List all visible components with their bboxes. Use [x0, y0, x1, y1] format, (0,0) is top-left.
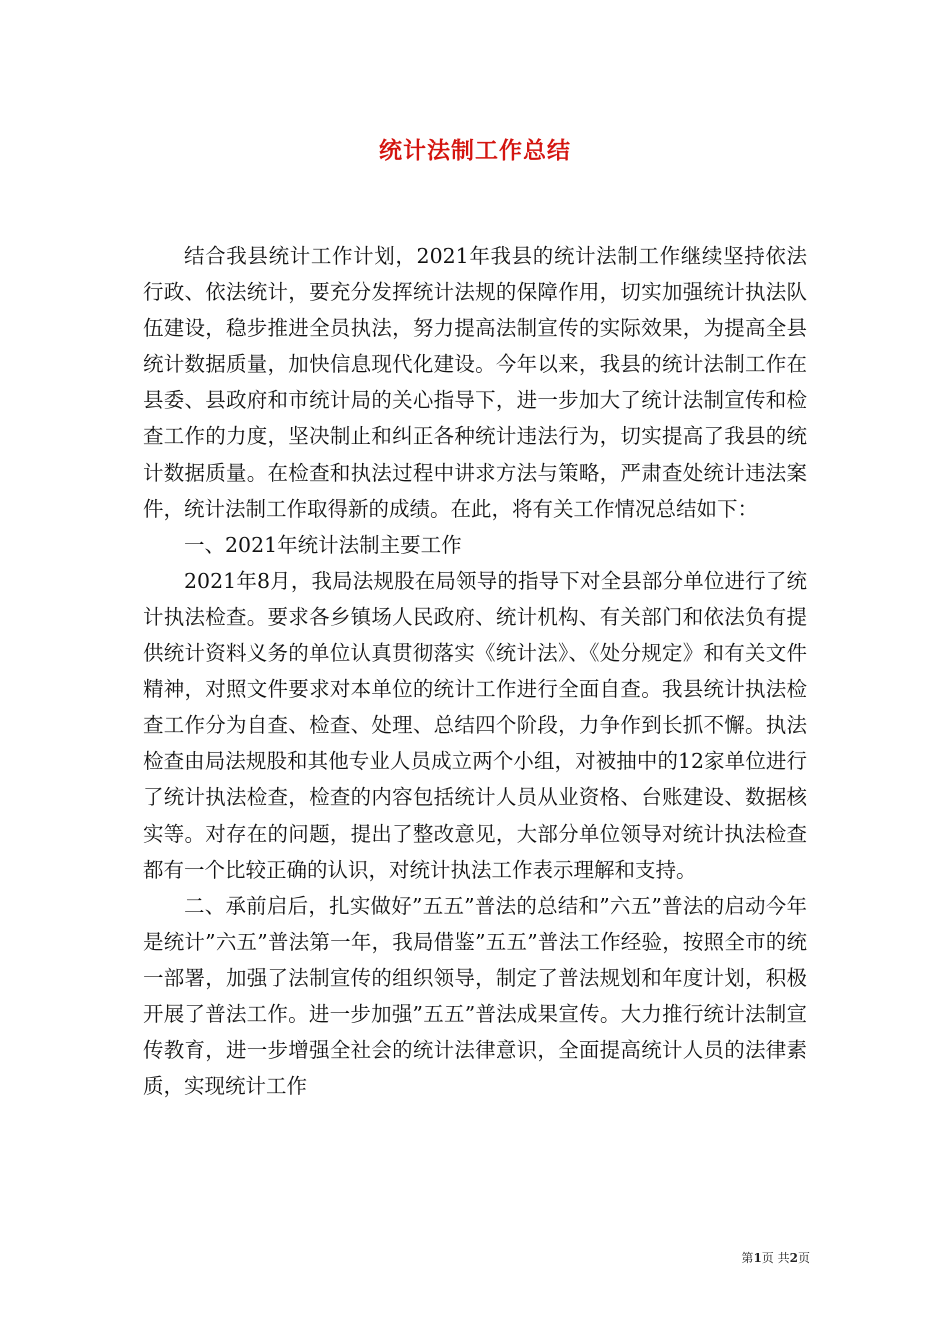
footer-prefix: 第 [741, 1251, 754, 1265]
paragraph-section-1: 2021年8月，我局法规股在局领导的指导下对全县部分单位进行了统计执法检查。要求各乡镇场人民政府、统计机构、有关部门和依法负有提供统计资料义务的单位认真贯彻落实《统计法》、《处分规定》和有关文件精神，对照文件要求对本单位的统计工作进行全面自查。我县统计执法检查工作分为自查、检查、处理、总结四个阶段，力争作到长抓不懈。执法检查由局法规股和其他专业人员成立两个小组，对被抽中的12家单位进行了统计执法检查，检查的内容包括统计人员从业资格、台账建设、数据核实等。对存在的问题，提出了整改意见，大部分单位领导对统计执法检查都有一个比较正确的认识，对统计执法工作表示理解和支持。 [143, 568, 807, 882]
page-number-footer [700, 1249, 810, 1266]
paragraph-section-2: 二、承前启后，扎实做好”五五”普法的总结和”六五”普法的启动今年是统计”六五”普法第一年，我局借鉴”五五”普法工作经验，按照全市的统一部署，加强了法制宣传的组织领导，制定了普法规划和年度计划，积极开展了普法工作。进一步加强”五五”普法成果宣传。大力推行统计法制宣传教育，进一步增强全社会的统计法律意识，全面提高统计人员的法律素质，实现统计工作 [143, 893, 807, 1099]
footer-page-number: 1 [753, 1251, 762, 1265]
paragraph-intro: 结合我县统计工作计划，2021年我县的统计法制工作继续坚持依法行政、依法统计，要充分发挥统计法规的保障作用，切实加强统计执法队伍建设，稳步推进全员执法，努力提高法制宣传的实际效果，为提高全县统计数据质量，加快信息现代化建设。今年以来，我县的统计法制工作在县委、县政府和市统计局的关心指导下，进一步加大了统计法制宣传和检查工作的力度，坚决制止和纠正各种统计违法行为，切实提高了我县的统计数据质量。在检查和执法过程中讲求方法与策略，严肃查处统计违法案件，统计法制工作取得新的成绩。在此，将有关工作情况总结如下： [143, 244, 807, 521]
section-heading-1: 一、2021年统计法制主要工作 [184, 532, 462, 557]
document-title: 统计法制工作总结 [379, 137, 571, 164]
footer-middle: 页 共 [761, 1251, 790, 1265]
footer-suffix: 页 [797, 1251, 810, 1265]
document-body [143, 238, 807, 1104]
footer-total-pages: 2 [789, 1251, 798, 1265]
